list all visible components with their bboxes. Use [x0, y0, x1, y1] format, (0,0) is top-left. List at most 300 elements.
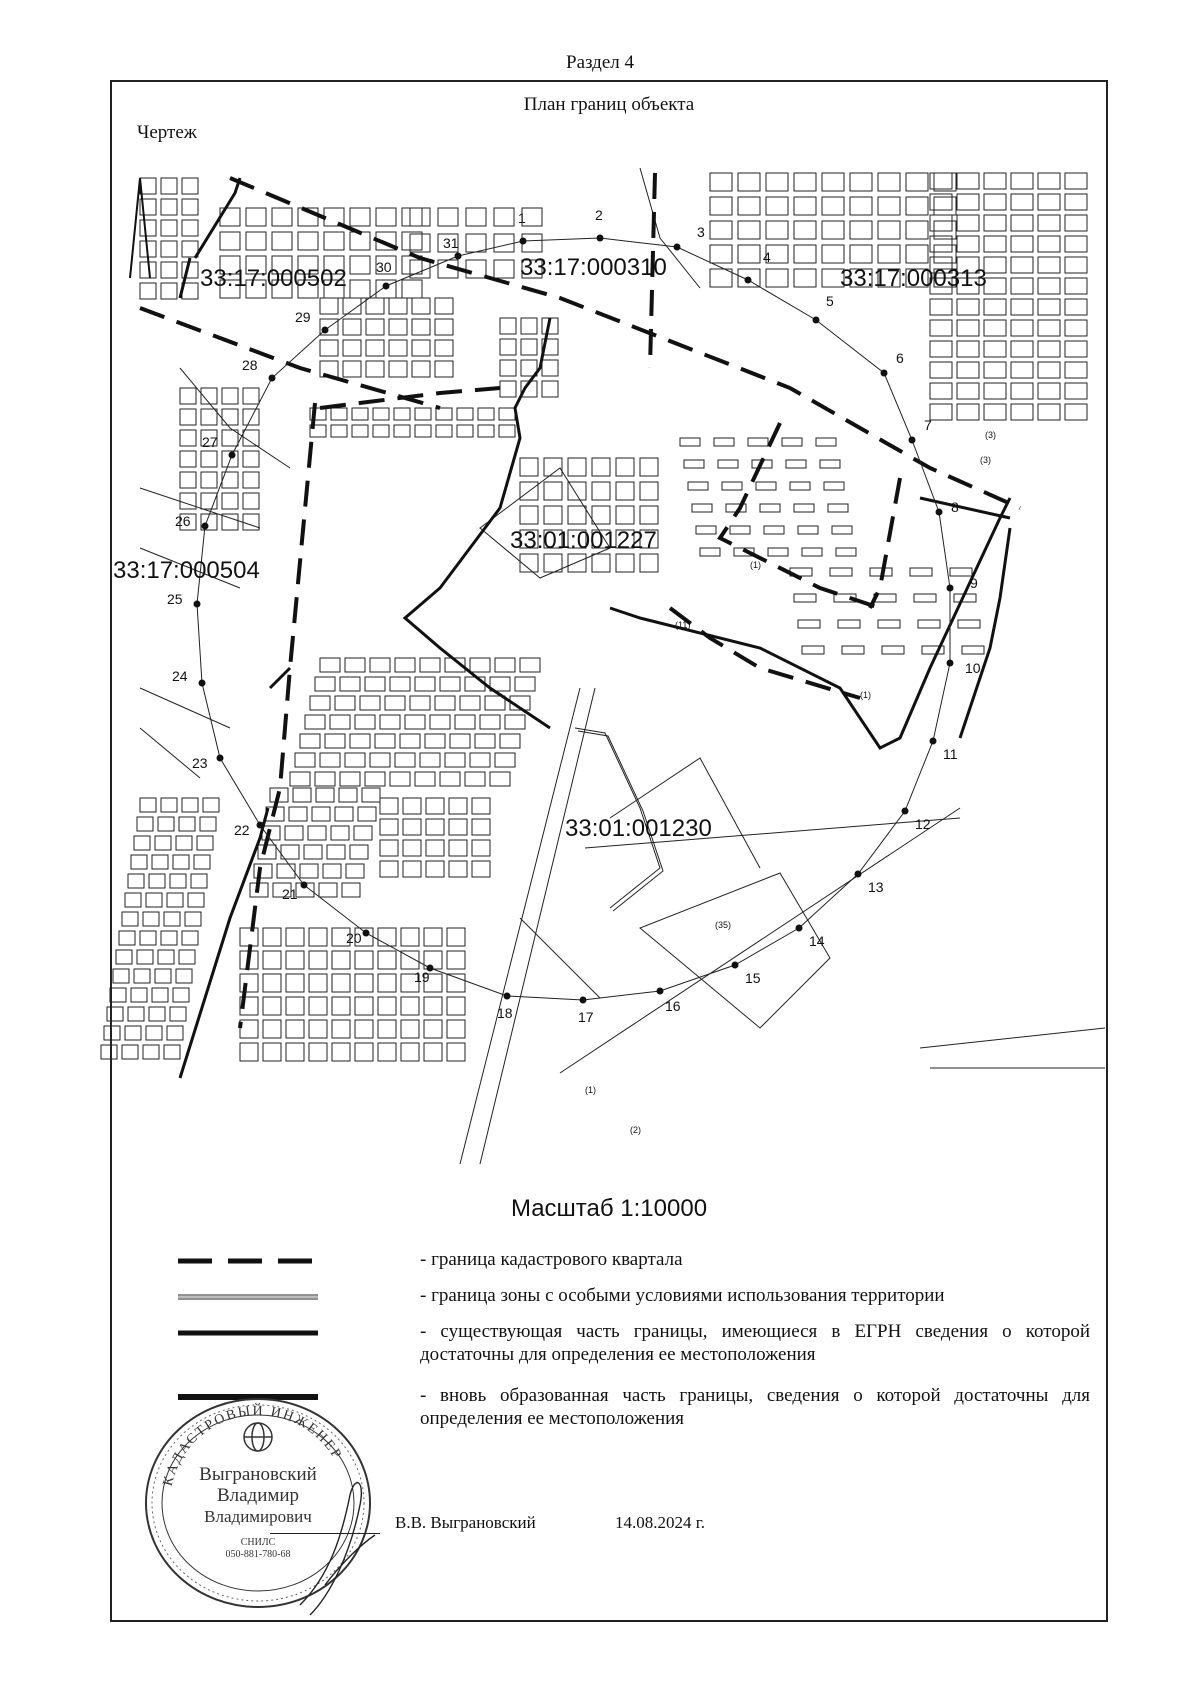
building	[435, 319, 453, 335]
building	[300, 734, 320, 748]
building	[243, 493, 259, 509]
building	[378, 928, 396, 946]
building	[378, 974, 396, 992]
boundary-point	[936, 509, 943, 516]
building	[918, 620, 940, 628]
building	[412, 340, 430, 356]
building	[786, 460, 806, 468]
building	[1011, 404, 1033, 420]
building	[355, 951, 373, 969]
building	[350, 280, 370, 298]
building	[830, 568, 852, 576]
building	[544, 482, 562, 500]
building	[802, 548, 822, 556]
building	[1011, 194, 1033, 210]
building	[380, 840, 398, 856]
building	[315, 677, 335, 691]
building	[182, 931, 198, 945]
building	[984, 299, 1006, 315]
building	[836, 548, 856, 556]
building	[688, 482, 708, 490]
building	[354, 826, 372, 840]
building	[984, 194, 1006, 210]
building	[984, 257, 1006, 273]
building	[180, 409, 196, 425]
building	[385, 696, 405, 710]
building	[738, 173, 760, 191]
building	[161, 798, 177, 812]
boundary-point	[269, 375, 276, 382]
point-label: 6	[896, 350, 904, 366]
building	[1065, 278, 1087, 294]
building	[957, 173, 979, 189]
building	[263, 997, 281, 1015]
building	[544, 506, 562, 524]
building	[957, 341, 979, 357]
building	[243, 451, 259, 467]
building	[263, 974, 281, 992]
point-label: 10	[965, 660, 981, 676]
building	[934, 245, 956, 263]
building	[984, 278, 1006, 294]
boundary-point	[363, 930, 370, 937]
building	[447, 974, 465, 992]
building	[254, 864, 272, 878]
traverse-path	[197, 238, 950, 1000]
building	[718, 460, 738, 468]
building	[308, 826, 326, 840]
svg-text:СНИЛС: СНИЛС	[240, 1537, 276, 1548]
building	[390, 677, 410, 691]
boundary-point	[217, 755, 224, 762]
building	[410, 208, 430, 226]
building	[914, 594, 936, 602]
building	[906, 197, 928, 215]
building	[449, 861, 467, 877]
building	[480, 715, 500, 729]
svg-text:Выграновский: Выграновский	[199, 1464, 317, 1485]
building	[710, 173, 732, 191]
building	[140, 220, 156, 236]
building	[957, 320, 979, 336]
point-label: 20	[346, 930, 362, 946]
building	[378, 1020, 396, 1038]
building	[179, 950, 195, 964]
building	[447, 928, 465, 946]
point-label: 28	[242, 357, 258, 373]
building	[380, 798, 398, 814]
building	[1011, 362, 1033, 378]
boundary-point	[202, 523, 209, 530]
building	[309, 951, 327, 969]
building	[352, 408, 368, 420]
building	[389, 340, 407, 356]
building	[730, 526, 750, 534]
building	[376, 208, 396, 226]
building	[822, 197, 844, 215]
building	[1065, 320, 1087, 336]
building	[424, 1043, 442, 1061]
boundary-point	[580, 997, 587, 1004]
point-label: 18	[497, 1005, 513, 1021]
building	[1038, 299, 1060, 315]
boundary-point	[881, 370, 888, 377]
building	[1065, 257, 1087, 273]
legend-text: - граница зоны с особыми условиями использования территории	[420, 1285, 945, 1306]
building	[152, 855, 168, 869]
building	[327, 845, 345, 859]
building	[495, 658, 515, 672]
building	[1038, 173, 1060, 189]
building	[222, 430, 238, 446]
building	[402, 232, 422, 250]
building	[332, 974, 350, 992]
building	[438, 208, 458, 226]
svg-text:Владимир: Владимир	[216, 1485, 300, 1506]
boundary-point	[504, 993, 511, 1000]
building	[362, 788, 380, 802]
building	[309, 997, 327, 1015]
building	[802, 646, 824, 654]
building	[1011, 173, 1033, 189]
building	[906, 173, 928, 191]
building	[286, 974, 304, 992]
building	[722, 482, 742, 490]
building	[794, 173, 816, 191]
boundary-point	[322, 327, 329, 334]
building	[495, 753, 515, 767]
building	[1065, 383, 1087, 399]
building	[500, 318, 516, 334]
building	[415, 772, 435, 786]
building	[878, 221, 900, 239]
building	[1011, 383, 1033, 399]
building	[568, 458, 586, 476]
building	[352, 425, 368, 437]
building	[710, 197, 732, 215]
building	[378, 951, 396, 969]
boundary-point	[657, 988, 664, 995]
building	[304, 845, 322, 859]
building	[984, 341, 1006, 357]
building	[400, 734, 420, 748]
boundary-point	[455, 253, 462, 260]
building	[401, 997, 419, 1015]
building	[1038, 257, 1060, 273]
building	[415, 677, 435, 691]
building	[984, 173, 1006, 189]
building	[449, 840, 467, 856]
building	[378, 1043, 396, 1061]
building	[499, 408, 515, 420]
building	[838, 620, 860, 628]
building	[568, 554, 586, 572]
building	[412, 361, 430, 377]
building	[350, 734, 370, 748]
building	[149, 874, 165, 888]
building	[957, 362, 979, 378]
building	[424, 1020, 442, 1038]
building	[309, 1020, 327, 1038]
building	[494, 260, 514, 278]
building	[500, 381, 516, 397]
point-label: 16	[665, 998, 681, 1014]
building	[1065, 215, 1087, 231]
building	[412, 319, 430, 335]
building	[490, 772, 510, 786]
quarter-label: 33:17:000313	[840, 265, 987, 292]
building	[370, 753, 390, 767]
building	[794, 197, 816, 215]
building	[1038, 278, 1060, 294]
building	[984, 236, 1006, 252]
building	[850, 173, 872, 191]
building	[832, 526, 852, 534]
building	[449, 819, 467, 835]
point-label: 26	[175, 513, 191, 529]
building	[188, 893, 204, 907]
building	[262, 826, 280, 840]
building	[350, 256, 370, 274]
boundary-point	[229, 452, 236, 459]
building	[766, 173, 788, 191]
building	[680, 438, 700, 446]
building	[240, 928, 258, 946]
boundary-point	[930, 738, 937, 745]
building	[315, 772, 335, 786]
building	[173, 855, 189, 869]
building	[182, 798, 198, 812]
building	[984, 215, 1006, 231]
building	[355, 1020, 373, 1038]
building	[182, 220, 198, 236]
building-blocks	[101, 173, 1087, 1061]
building	[180, 388, 196, 404]
building	[320, 340, 338, 356]
building	[246, 208, 266, 226]
parcel-note: (2)	[630, 1125, 641, 1135]
building	[430, 715, 450, 729]
building	[373, 408, 389, 420]
building	[366, 298, 384, 314]
building	[146, 1026, 162, 1040]
building	[324, 232, 344, 250]
point-label: 5	[826, 293, 834, 309]
building	[222, 409, 238, 425]
building	[426, 861, 444, 877]
boundary-point	[199, 680, 206, 687]
building	[420, 658, 440, 672]
building	[203, 798, 219, 812]
building	[592, 482, 610, 500]
point-label: 1	[518, 210, 526, 226]
building	[684, 460, 704, 468]
building	[768, 548, 788, 556]
building	[309, 928, 327, 946]
scale-label: Масштаб 1:10000	[510, 1195, 708, 1222]
building	[710, 221, 732, 239]
building	[520, 458, 538, 476]
building	[410, 234, 430, 252]
building	[380, 715, 400, 729]
legend-item	[170, 1320, 1090, 1366]
building	[332, 997, 350, 1015]
building	[748, 438, 768, 446]
building	[426, 798, 444, 814]
building	[355, 997, 373, 1015]
building	[435, 298, 453, 314]
point-label: 2	[595, 207, 603, 223]
building	[378, 997, 396, 1015]
point-label: 9	[970, 575, 978, 591]
building	[794, 594, 816, 602]
parcel-line	[520, 918, 600, 998]
building	[201, 451, 217, 467]
building	[457, 408, 473, 420]
building	[500, 734, 520, 748]
building	[1038, 404, 1060, 420]
building	[542, 360, 558, 376]
building	[140, 283, 156, 299]
building	[984, 320, 1006, 336]
building	[415, 425, 431, 437]
building	[293, 788, 311, 802]
dashed-line-icon	[170, 1248, 420, 1274]
building	[470, 658, 490, 672]
building	[794, 245, 816, 263]
building	[466, 234, 486, 252]
building	[290, 772, 310, 786]
building	[842, 646, 864, 654]
building	[542, 381, 558, 397]
building	[179, 817, 195, 831]
building	[161, 241, 177, 257]
building	[164, 912, 180, 926]
svg-text:КАДАСТРОВЫЙ ИНЖЕНЕР: КАДАСТРОВЫЙ ИНЖЕНЕР	[160, 1403, 345, 1488]
building	[263, 928, 281, 946]
building	[756, 482, 776, 490]
building	[436, 425, 452, 437]
building	[401, 928, 419, 946]
boundary-point	[902, 808, 909, 815]
point-label: 24	[172, 668, 188, 684]
building	[906, 245, 928, 263]
building	[957, 215, 979, 231]
building	[380, 861, 398, 877]
building	[465, 677, 485, 691]
point-label: 8	[951, 499, 959, 515]
building	[447, 951, 465, 969]
traverse-labels	[167, 207, 981, 1025]
building	[339, 788, 357, 802]
building	[161, 178, 177, 194]
building	[149, 1007, 165, 1021]
building	[342, 883, 360, 897]
building	[984, 362, 1006, 378]
building	[403, 840, 421, 856]
building	[930, 236, 952, 252]
point-label: 13	[868, 879, 884, 895]
building	[395, 658, 415, 672]
building	[475, 734, 495, 748]
building	[263, 1043, 281, 1061]
point-label: 12	[915, 816, 931, 832]
building	[440, 677, 460, 691]
building	[320, 753, 340, 767]
building	[332, 951, 350, 969]
building	[1011, 320, 1033, 336]
building	[366, 340, 384, 356]
building	[1038, 341, 1060, 357]
building	[494, 208, 514, 226]
building	[332, 1020, 350, 1038]
building	[340, 677, 360, 691]
building	[440, 772, 460, 786]
parcel-note: (3)	[985, 430, 996, 440]
building	[816, 438, 836, 446]
building	[176, 969, 192, 983]
building	[1038, 194, 1060, 210]
building	[1011, 236, 1033, 252]
point-label: 30	[376, 259, 392, 275]
building	[958, 620, 980, 628]
signer-name: В.В. Выграновский	[395, 1513, 536, 1532]
building	[878, 197, 900, 215]
building	[332, 1043, 350, 1061]
building	[164, 1045, 180, 1059]
building	[592, 506, 610, 524]
parcel-line	[480, 468, 610, 578]
parcel-note: (1)	[750, 560, 761, 570]
parcel-note: (35)	[715, 920, 732, 930]
point-label: 3	[697, 224, 705, 240]
building	[950, 568, 972, 576]
building	[521, 318, 537, 334]
building	[389, 361, 407, 377]
building	[415, 408, 431, 420]
building	[412, 298, 430, 314]
building	[298, 232, 318, 250]
point-label: 11	[943, 746, 958, 762]
building	[286, 1043, 304, 1061]
point-label: 29	[295, 309, 311, 325]
parcel-line	[920, 1028, 1105, 1068]
building	[220, 232, 240, 250]
building	[395, 753, 415, 767]
building	[420, 753, 440, 767]
building	[930, 404, 952, 420]
point-label: 19	[414, 969, 430, 985]
building	[500, 339, 516, 355]
legend-item	[170, 1248, 1090, 1274]
building	[957, 299, 979, 315]
building	[222, 493, 238, 509]
building	[878, 620, 900, 628]
building	[466, 260, 486, 278]
building	[286, 951, 304, 969]
quarter-label: 33:17:000504	[113, 557, 260, 584]
parcel-note: (1)	[860, 690, 871, 700]
building	[355, 974, 373, 992]
boundary-point	[597, 235, 604, 242]
building	[243, 514, 259, 530]
building	[286, 928, 304, 946]
building	[158, 817, 174, 831]
building	[355, 715, 375, 729]
building	[1011, 299, 1033, 315]
building	[155, 969, 171, 983]
boundary-point	[796, 925, 803, 932]
